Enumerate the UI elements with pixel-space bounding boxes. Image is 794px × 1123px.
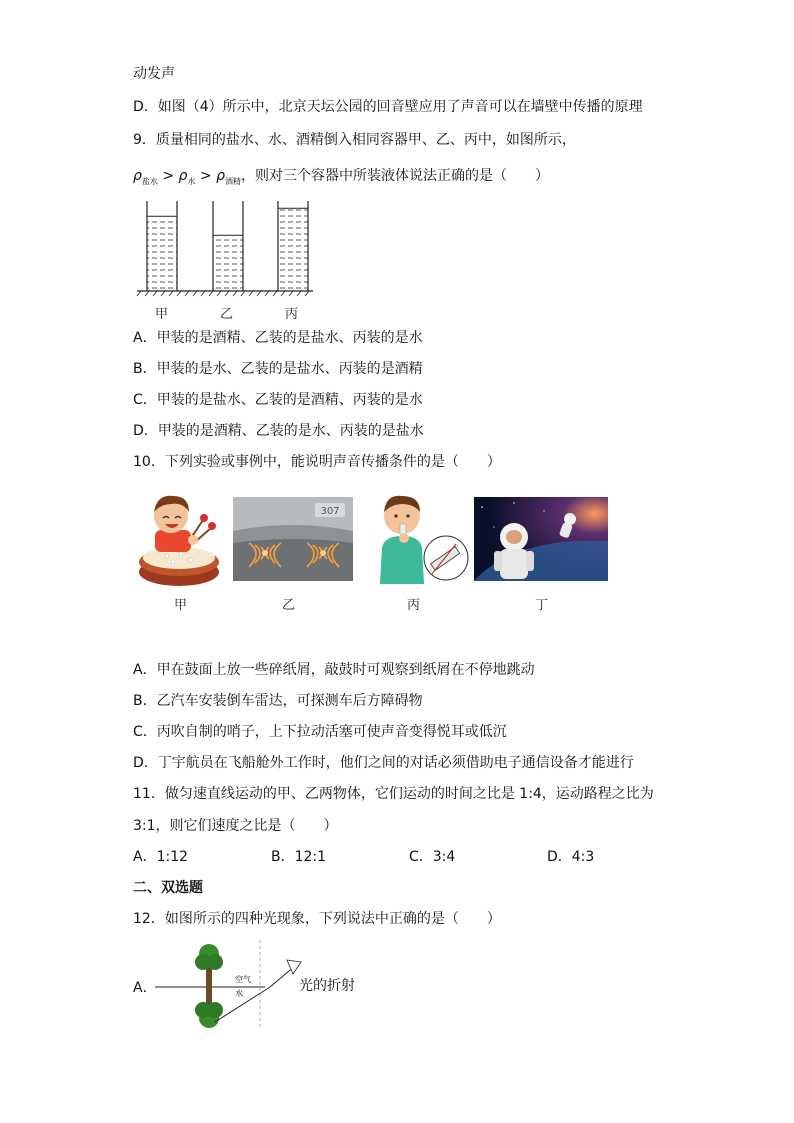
astronauts-photo bbox=[474, 497, 608, 581]
container-label-yi: 乙 bbox=[220, 307, 234, 322]
subscript-salt-water: 盐水 bbox=[141, 176, 158, 186]
drum-boy-illustration bbox=[133, 490, 225, 590]
q9-option-c: C．甲装的是盐水、乙装的是酒精、丙装的是水 bbox=[133, 392, 423, 408]
container-yi-liquid bbox=[213, 235, 243, 291]
q10-option-d: D．丁宇航员在飞船舱外工作时，他们之间的对话必须借助电子通信设备才能进行 bbox=[133, 755, 634, 771]
whistle-boy-illustration bbox=[368, 488, 470, 584]
subscript-alcohol: 酒精 bbox=[224, 176, 241, 186]
fig10-label-ding: 丁 bbox=[535, 598, 549, 613]
q11-option-a: A．1:12 bbox=[133, 849, 189, 865]
refraction-diagram bbox=[155, 940, 305, 1032]
ground-hatch bbox=[137, 291, 309, 296]
q12-option-a-caption: 光的折射 bbox=[299, 978, 355, 994]
section-heading: 二、双选题 bbox=[133, 880, 203, 896]
label-air: 空气 bbox=[235, 975, 251, 984]
question-12-stem: 12．如图所示的四种光现象，下列说法中正确的是（ ） bbox=[133, 911, 501, 927]
greater-than: > bbox=[195, 168, 217, 184]
rho-symbol: ρ bbox=[216, 168, 225, 184]
question-11-stem-2: 3:1，则它们速度之比是（ ） bbox=[133, 818, 338, 834]
q11-option-d: D．4:3 bbox=[547, 849, 595, 865]
fig10-label-bing: 丙 bbox=[407, 598, 421, 613]
containers-figure bbox=[135, 195, 315, 305]
q10-option-b: B．乙汽车安装倒车雷达，可探测车后方障碍物 bbox=[133, 693, 423, 709]
car-model-badge: 307 bbox=[320, 506, 340, 517]
subscript-water: 水 bbox=[187, 176, 196, 186]
container-jia-liquid bbox=[147, 216, 177, 291]
fig10-label-jia: 甲 bbox=[174, 598, 188, 613]
question-9-tail: ，则对三个容器中所装液体说法正确的是（ ） bbox=[240, 168, 549, 184]
question-11-stem-1: 11．做匀速直线运动的甲、乙两物体，它们运动的时间之比是 1:4，运动路程之比为 bbox=[133, 786, 654, 802]
q11-option-b: B．12:1 bbox=[271, 849, 327, 865]
text-line-1: 动发声 bbox=[133, 66, 175, 82]
density-relation bbox=[133, 166, 549, 192]
q9-option-b: B．甲装的是水、乙装的是盐水、丙装的是酒精 bbox=[133, 361, 423, 377]
car-radar-photo bbox=[233, 497, 353, 581]
q10-option-c: C．丙吹自制的哨子，上下拉动活塞可使声音变得悦耳或低沉 bbox=[133, 724, 507, 740]
q12-option-a-label: A． bbox=[133, 980, 157, 996]
question-10-stem: 10．下列实验或事例中，能说明声音传播条件的是（ ） bbox=[133, 454, 501, 470]
rho-symbol: ρ bbox=[133, 168, 142, 184]
label-water: 水 bbox=[235, 989, 243, 998]
container-label-jia: 甲 bbox=[155, 307, 169, 322]
q11-option-c: C．3:4 bbox=[409, 849, 456, 865]
option-d-prev: D．如图（4）所示中，北京天坛公园的回音壁应用了声音可以在墙壁中传播的原理 bbox=[133, 99, 643, 115]
greater-than: > bbox=[157, 168, 179, 184]
rho-symbol: ρ bbox=[178, 168, 188, 184]
q9-option-a: A．甲装的是酒精、乙装的是盐水、丙装的是水 bbox=[133, 330, 423, 346]
container-bing-liquid bbox=[278, 208, 308, 291]
q9-option-d: D．甲装的是酒精、乙装的是水、丙装的是盐水 bbox=[133, 423, 424, 439]
container-label-bing: 丙 bbox=[285, 307, 299, 322]
fig10-label-yi: 乙 bbox=[282, 598, 296, 613]
question-9-stem: 9．质量相同的盐水、水、酒精倒入相同容器甲、乙、丙中，如图所示， bbox=[133, 132, 576, 148]
q10-option-a: A．甲在鼓面上放一些碎纸屑，敲鼓时可观察到纸屑在不停地跳动 bbox=[133, 662, 535, 678]
